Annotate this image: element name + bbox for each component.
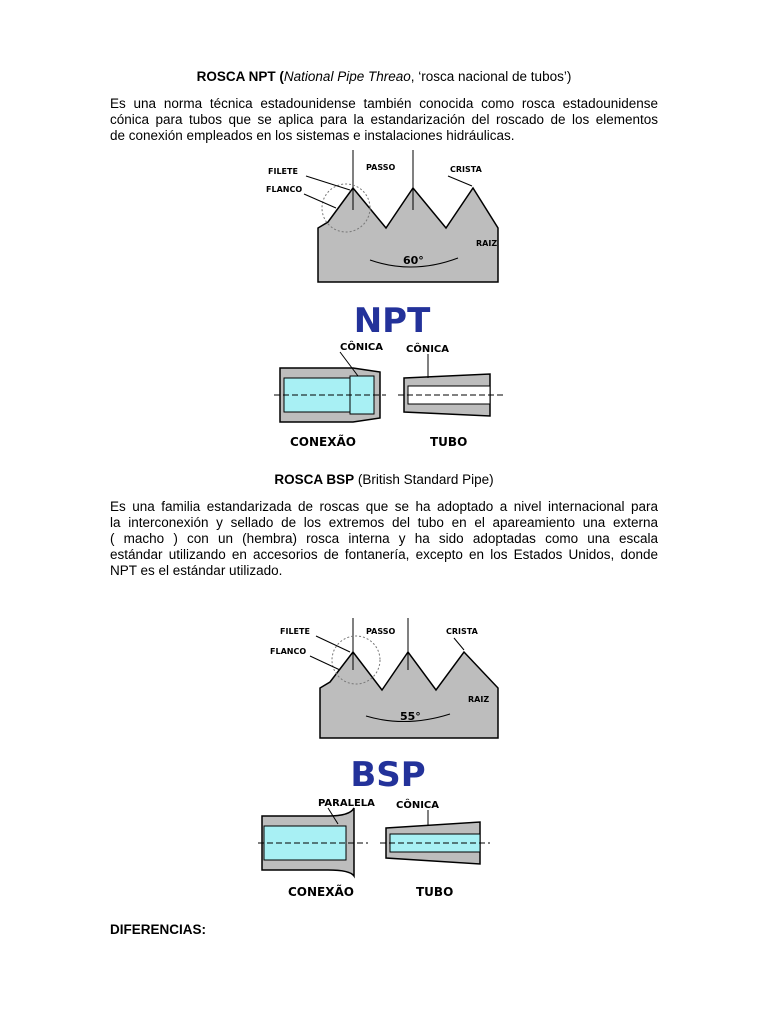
bsp-crista-label: CRISTA: [446, 627, 478, 636]
npt-paragraph: [110, 96, 658, 144]
npt-filete-label: FILETE: [268, 167, 298, 176]
npt-thread-figure: [258, 150, 520, 460]
npt-conexao-label: CONEXÃO: [290, 435, 356, 449]
bsp-title: BSP: [350, 755, 426, 795]
diferencias-heading: DIFERENCIAS:: [110, 922, 207, 937]
npt-paragraph-line: cónica para tubos que se aplica para la estandarización del roscado de los elementos: [110, 112, 658, 127]
npt-angle-label: 60°: [403, 254, 424, 267]
npt-flanco-leader: [304, 194, 336, 208]
bsp-conexao-label: CONEXÃO: [288, 885, 354, 899]
bsp-paragraph-line: estándar utilizando en accesorios de fontanería, excepto en los Estados Unidos, donde: [110, 547, 658, 562]
bsp-flanco-leader: [310, 656, 340, 670]
bsp-heading-rest: (British Standard Pipe): [354, 472, 494, 487]
bsp-thread-figure: [258, 618, 520, 914]
bsp-crista-leader: [454, 638, 464, 650]
npt-left-label: CÔNICA: [340, 342, 384, 353]
npt-raiz-label: RAIZ: [476, 239, 498, 248]
bsp-paragraph-line: Es una familia estandarizada de roscas que se ha adoptado a nivel internacional para: [110, 499, 658, 514]
npt-heading-rest: , ‘rosca nacional de tubos’): [410, 69, 572, 84]
npt-title: NPT: [353, 301, 431, 341]
bsp-paragraph-line: ( macho ) con un (hembra) rosca interna y ha sido adoptadas como una escala: [110, 531, 658, 546]
npt-heading-bold: ROSCA NPT (: [196, 69, 284, 84]
bsp-flanco-label: FLANCO: [270, 647, 307, 656]
bsp-right-label: CÔNICA: [396, 800, 440, 811]
bsp-heading-bold: ROSCA BSP: [274, 472, 355, 487]
bsp-tubo-label: TUBO: [416, 885, 454, 899]
bsp-paragraph-line: NPT es el estándar utilizado.: [110, 563, 283, 578]
bsp-filete-label: FILETE: [280, 627, 310, 636]
bsp-paragraph: [110, 499, 658, 579]
bsp-heading: [0, 472, 768, 487]
npt-tubo-label: TUBO: [430, 435, 468, 449]
bsp-raiz-label: RAIZ: [468, 695, 490, 704]
npt-crista-label: CRISTA: [450, 165, 482, 174]
bsp-angle-label: 55°: [400, 710, 421, 723]
bsp-paragraph-line: la interconexión y sellado de los extremos del tubo en el apareamiento una externa: [110, 515, 658, 530]
npt-flanco-label: FLANCO: [266, 185, 303, 194]
npt-filete-leader: [306, 176, 350, 190]
npt-connection-thread: [350, 376, 374, 414]
npt-heading: [0, 69, 768, 84]
npt-thread-profile: [318, 188, 498, 282]
npt-passo-label: PASSO: [366, 163, 396, 172]
npt-crista-leader: [448, 176, 472, 186]
npt-paragraph-line: de conexión empleados en los sistemas e instalaciones hidráulicas.: [110, 128, 515, 143]
bsp-left-label: PARALELA: [318, 798, 375, 809]
npt-right-label: CÔNICA: [406, 344, 450, 355]
npt-paragraph-line: Es una norma técnica estadounidense también conocida como rosca estadounidense: [110, 96, 658, 111]
npt-heading-italic: National Pipe Threao: [283, 69, 411, 84]
bsp-passo-label: PASSO: [366, 627, 396, 636]
